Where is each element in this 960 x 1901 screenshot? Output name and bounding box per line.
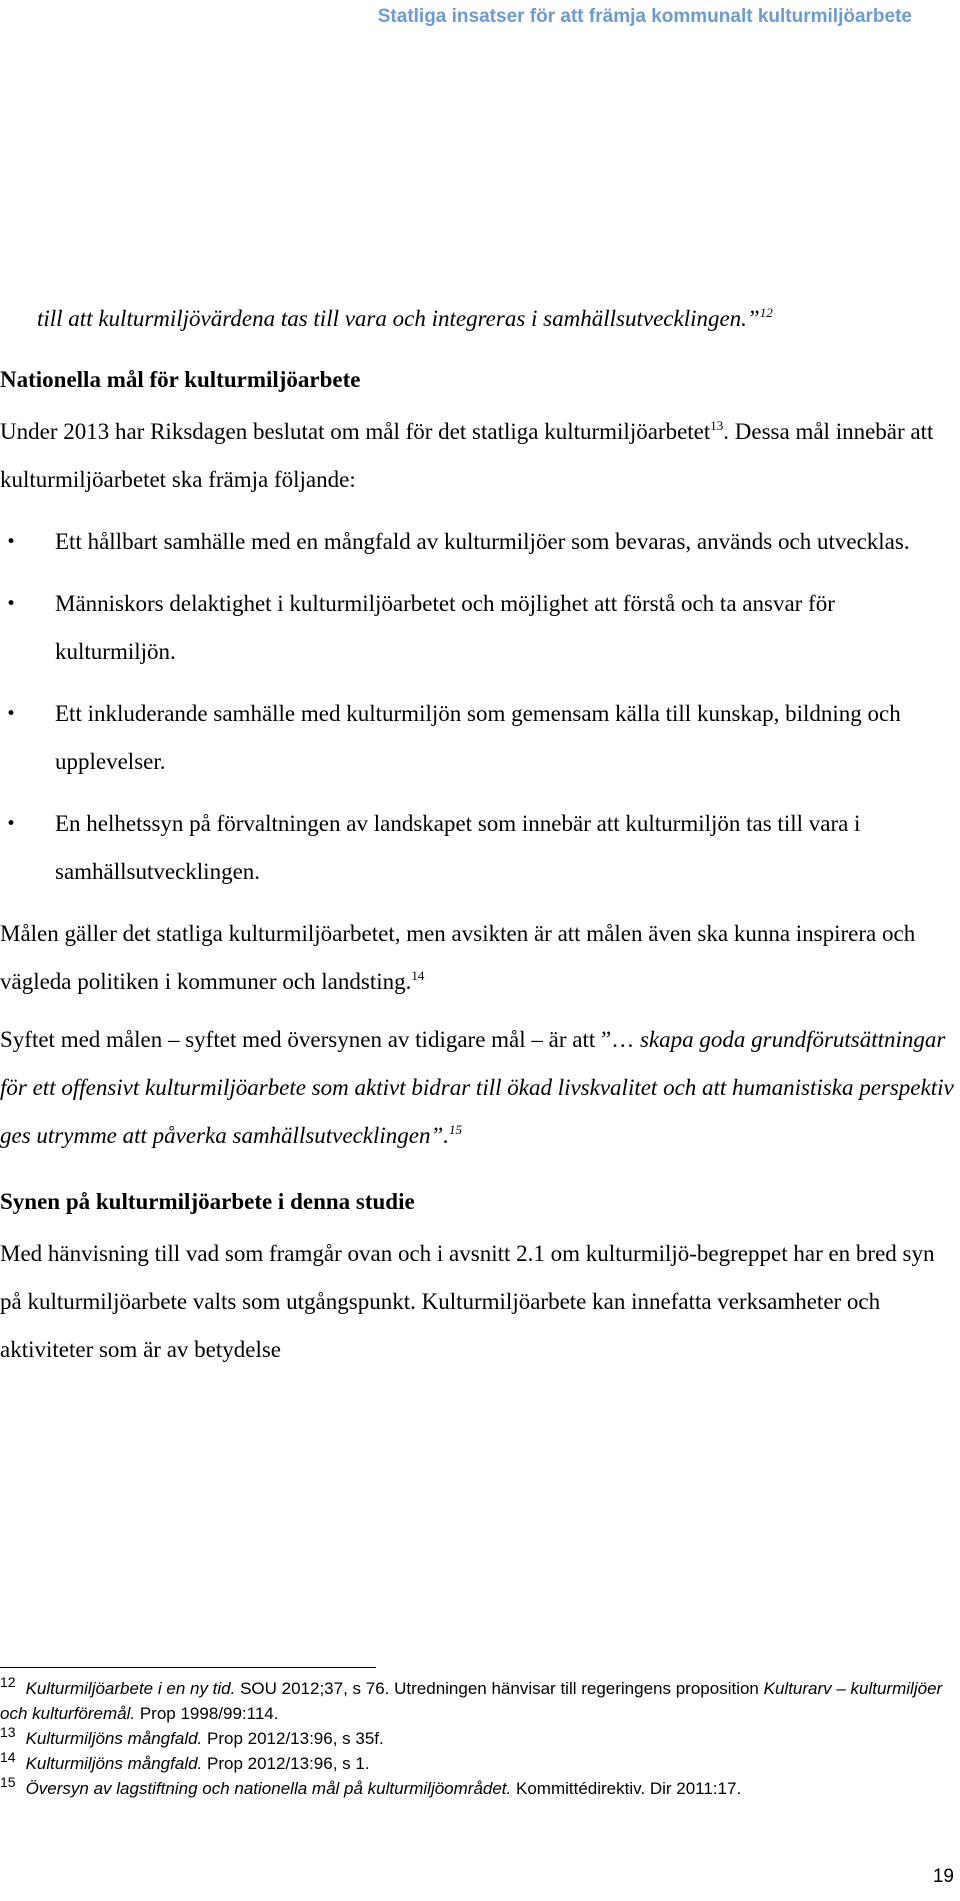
footnote-text: Prop 2012/13:96, s 35f. xyxy=(202,1729,384,1748)
purpose-text: Syftet med målen – syftet med översynen av tidigare mål – är att ”… xyxy=(0,1027,640,1052)
intro-text-a: Under 2013 har Riksdagen beslutat om mål för det statliga kulturmiljöarbetet xyxy=(0,419,711,444)
section-heading-nationella-mal: Nationella mål för kulturmiljöarbete xyxy=(0,367,361,392)
goals-text: Målen gäller det statliga kulturmiljöarbetet, men avsikten är att målen även ska kunna inspirera och vägleda politiken i kommuner och landsting. xyxy=(0,921,916,994)
footnote-ref-13: 13 xyxy=(710,418,724,433)
bullet-icon: • xyxy=(6,594,17,614)
footnote-number: 14 xyxy=(0,1749,16,1765)
footnote-title: Kulturmiljöarbete i en ny tid. xyxy=(25,1679,236,1698)
footnote-ref-14: 14 xyxy=(411,968,425,983)
footnote-number: 15 xyxy=(0,1774,16,1790)
list-item-text: En helhetssyn på förvaltningen av landskapet som innebär att kulturmiljön tas till vara i samhällsutvecklingen. xyxy=(55,811,861,884)
intro-text-b: . Dessa mål innebär att kulturmiljöarbetet ska främja följande: xyxy=(0,419,934,492)
list-item-text: Ett inkluderande samhälle med kulturmiljön som gemensam källa till kunskap, bildning och upplevelser. xyxy=(55,701,901,774)
bullet-icon: • xyxy=(6,814,17,834)
footnote-12 xyxy=(0,1676,955,1726)
footnote-text: Kommittédirektiv. Dir 2011:17. xyxy=(511,1779,742,1798)
footnotes xyxy=(0,1676,955,1801)
body-text xyxy=(0,294,955,1374)
goals-list xyxy=(0,518,955,896)
footnote-title: Översyn av lagstiftning och nationella mål på kulturmiljöområdet. xyxy=(25,1779,512,1798)
list-item-text: Människors delaktighet i kulturmiljöarbetet och möjlighet att förstå och ta ansvar för kulturmiljön. xyxy=(55,591,835,664)
purpose-quote: skapa goda grundförutsättningar för ett offensivt kulturmiljöarbete som aktivt bidrar till ökad livskvalitet och att humanistiska perspektiv ges utrymme att påverka samhällsutvecklingen xyxy=(0,1027,954,1148)
footnote-separator xyxy=(0,1667,376,1668)
footnote-14 xyxy=(0,1751,955,1776)
intro-paragraph xyxy=(0,408,955,504)
footnote-ref-15: 15 xyxy=(449,1122,463,1137)
quote-text: till att kulturmiljövärdena tas till vara och integreras i samhällsutvecklingen.” xyxy=(37,306,760,331)
list-item xyxy=(0,580,955,676)
footnote-number: 13 xyxy=(0,1724,16,1740)
footnote-13 xyxy=(0,1726,955,1751)
quote-continuation xyxy=(0,294,955,344)
list-item xyxy=(0,690,955,786)
footnote-ref-12: 12 xyxy=(759,305,773,320)
list-item-text: Ett hållbart samhälle med en mångfald av kulturmiljöer som bevaras, används och utvecklas. xyxy=(55,529,910,554)
purpose-paragraph xyxy=(0,1016,955,1160)
bullet-icon: • xyxy=(6,532,17,552)
bullet-icon: • xyxy=(6,704,17,724)
footnote-title: Kulturmiljöns mångfald. xyxy=(25,1729,203,1748)
study-paragraph: Med hänvisning till vad som framgår ovan och i avsnitt 2.1 om kulturmiljö-begreppet har en bred syn på kulturmiljöarbete valts som utgångspunkt. Kulturmiljöarbete kan innefatta verksamheter och aktiviteter som är av betydelse xyxy=(0,1241,935,1362)
footnote-15 xyxy=(0,1776,955,1801)
running-header: Statliga insatser för att främja kommunalt kulturmiljöarbete xyxy=(377,6,912,27)
goals-paragraph xyxy=(0,910,955,1006)
footnote-title-2: Kulturarv – kulturmiljöer och kulturföremål. xyxy=(0,1679,943,1723)
footnote-text: Prop 2012/13:96, s 1. xyxy=(202,1754,370,1773)
section-heading-synen: Synen på kulturmiljöarbete i denna studie xyxy=(0,1189,415,1214)
list-item xyxy=(0,800,955,896)
footnote-text: SOU 2012;37, s 76. Utredningen hänvisar till regeringens proposition xyxy=(235,1679,764,1698)
list-item xyxy=(0,518,955,566)
footnote-text-2: Prop 1998/99:114. xyxy=(135,1704,279,1723)
purpose-quote-end: ”. xyxy=(430,1123,450,1148)
footnote-number: 12 xyxy=(0,1674,16,1690)
footnote-title: Kulturmiljöns mångfald. xyxy=(25,1754,203,1773)
page-number: 19 xyxy=(932,1866,954,1887)
